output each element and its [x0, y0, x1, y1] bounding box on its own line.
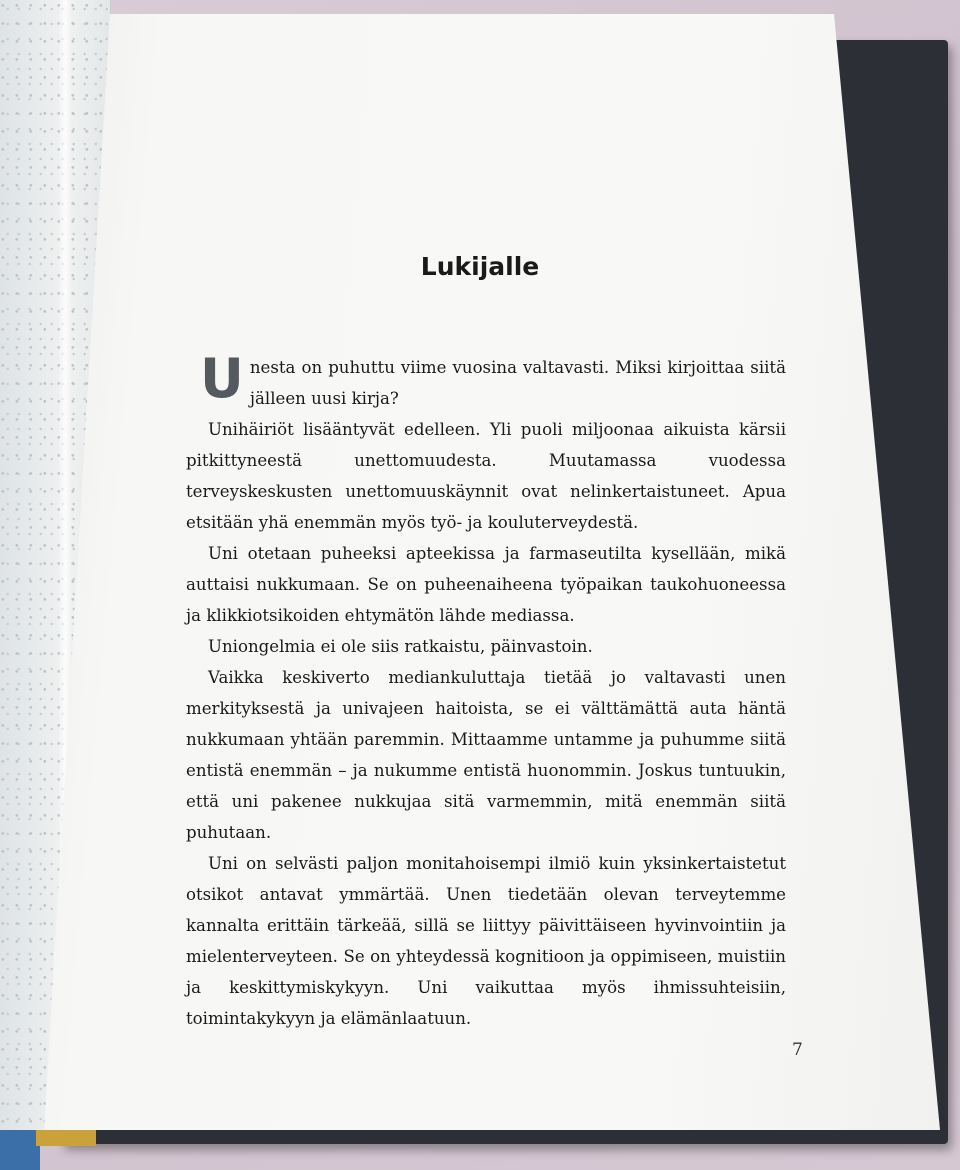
paragraph-6: Uni on selvästi paljon monitahoisempi ilmiö kuin yksinkertaistetut otsikot antavat ymmärtää. Unen tiedetään olevan terveytemme kannalta erittäin tärkeää, sillä se liittyy päivittäiseen hyvinvointiin ja mielenterveyteen. Se on yhteydessä kognitioon ja oppimiseen, muistiin ja keskittymiskykyyn. Uni vaikuttaa myös ihmissuhteisiin, toimintakykyyn ja elämänlaatuun. — [186, 854, 786, 1028]
drop-cap: U — [200, 347, 244, 410]
paragraph-5: Vaikka keskiverto mediankuluttaja tietää jo valtavasti unen merkityksestä ja univajeen haitoista, se ei välttämättä auta häntä nukkumaan yhtään paremmin. Mittaamme untamme ja puhumme siitä entistä enemmän – ja nukumme entistä huonommin. Joskus tuntuukin, että uni pakenee nukkujaa sitä varmemmin, mitä enemmän siitä puhutaan. — [186, 668, 786, 842]
cover-accent-yellow — [36, 1128, 96, 1146]
cover-accent-blue — [0, 1126, 40, 1170]
paragraph-4: Uniongelmia ei ole siis ratkaistu, päinvastoin. — [208, 637, 593, 656]
chapter-title: Lukijalle — [420, 252, 540, 281]
body-text — [186, 347, 786, 1034]
paragraph-1-text: nesta on puhuttu viime vuosina valtavasti. Miksi kirjoittaa siitä jälleen uusi kirja? — [249, 358, 786, 408]
paragraph-1 — [186, 347, 786, 414]
page-number: 7 — [792, 1040, 803, 1060]
paragraph-2: Unihäiriöt lisääntyvät edelleen. Yli puoli miljoonaa aikuista kärsii pitkittyneestä unettomuudesta. Muutamassa vuodessa terveyskeskusten unettomuuskäynnit ovat nelinkertaistuneet. Apua etsitään yhä enemmän myös työ- ja kouluterveydestä. — [186, 420, 786, 532]
paragraph-3: Uni otetaan puheeksi apteekissa ja farmaseutilta kysellään, mikä auttaisi nukkumaan. Se on puheenaiheena työpaikan taukohuoneessa ja klikkiotsikoiden ehtymätön lähde mediassa. — [186, 544, 786, 625]
